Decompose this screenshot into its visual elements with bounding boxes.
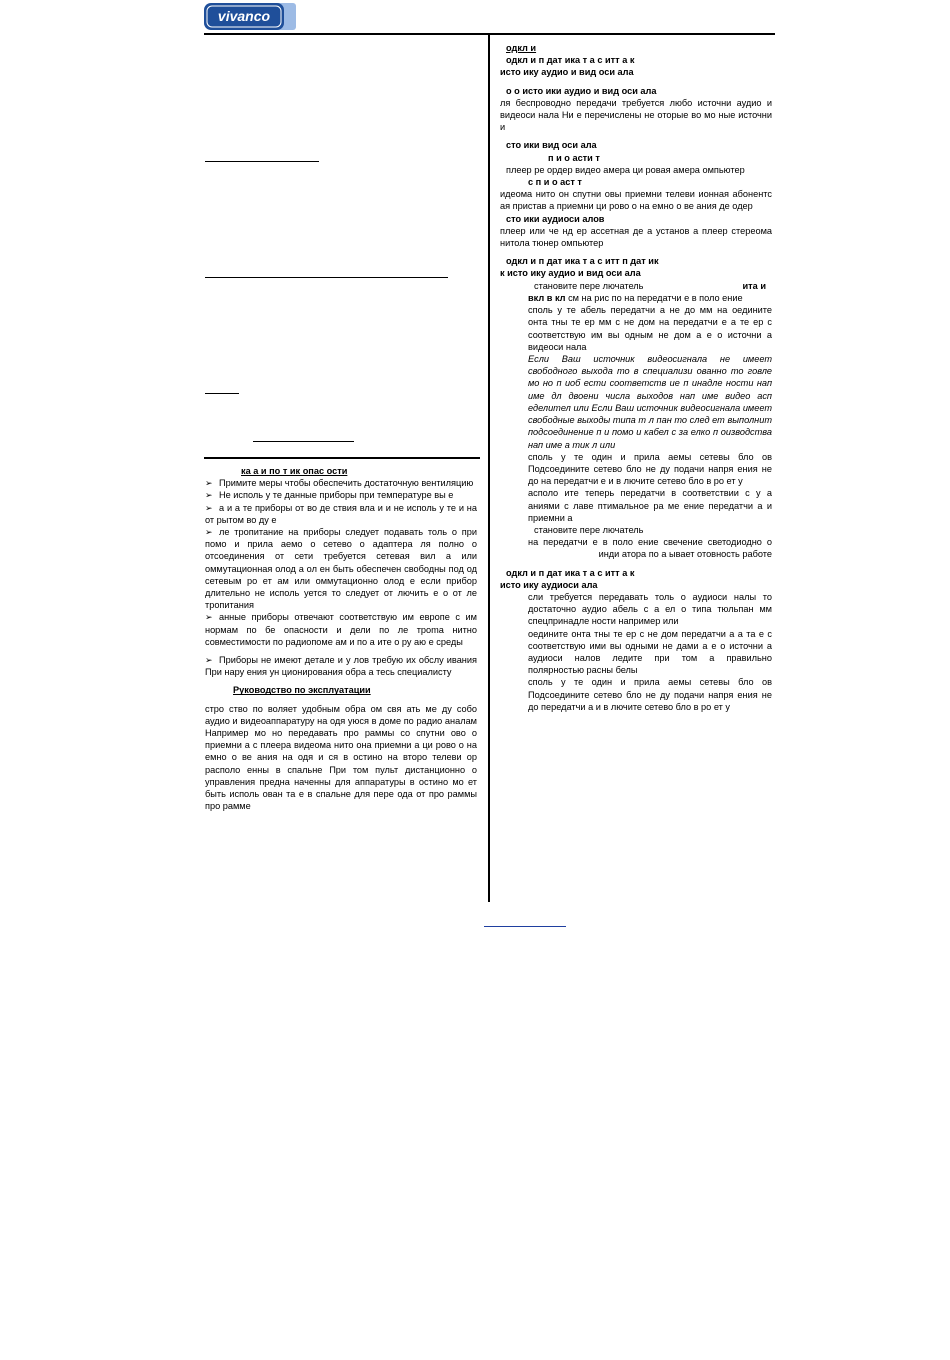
s1-title-b: одкл и п дат ика т а с итт а к xyxy=(506,55,635,66)
s5-title-a: одкл и п дат ика т а с итт а к xyxy=(506,567,635,578)
vivanco-logo xyxy=(204,3,296,30)
manual-text: стро ство по воляет удобным обра ом свя ать ме ду собо аудио и видеоаппаратуру на одя уюся в доме по радио аналам Например мо но передавать про раммы со спутни ово о приемни а с плеера видеома нито она приемни а ци рово о на емно о ве ания на одя и ся в остино на второ телеви ор располо енны в спальне При том пульт дистанционно о управления предна наченны для аппаратуры в остино мо ет быть исполь ован та е в спальне для пере ода от про раммы про рамме xyxy=(205,703,477,812)
s3-title: сто ики вид оси ала xyxy=(506,140,597,151)
s3-sub2: с п и о аст т xyxy=(528,177,582,188)
s3-text3: плеер или че нд ер ассетная де а установ а плеер стереома нитола тюнер омпьютер xyxy=(500,225,772,249)
column-divider xyxy=(488,35,490,902)
s5-p1: сли требуется передавать толь о аудиоси налы то достаточно аудио абель с а ел о типа тюльпан мм спецпринадле ности например или xyxy=(528,591,772,627)
left-line-3 xyxy=(205,393,239,394)
s3-sub1: п и о асти т xyxy=(548,152,600,163)
left-line-2 xyxy=(205,277,448,278)
s4-p5: становите пере лючатель xyxy=(534,524,644,535)
safety-title: ка а и по т ик опас ости xyxy=(241,466,348,476)
safety-item: ➢ Примите меры чтобы обеспечить достаточную вентиляцию xyxy=(205,477,477,489)
s4-p1: становите пере лючатель xyxy=(534,280,644,291)
s1-title-c: исто ику аудио и вид оси ала xyxy=(500,67,634,78)
safety-item: ➢ анные приборы отвечают соответствую им европе с им нормам по бе опасности и дели по ле троma нитно совместимости по радиопоме ам и по а ите о ру аю е среды xyxy=(205,611,477,648)
s1-title-a: одкл и xyxy=(506,43,537,53)
logo-wordmark: vivanco xyxy=(217,8,271,24)
s5-p2: оедините онта тны те ер с не дом передатчи а а та е с соответствую ими вы одными не дами а е о источни а аудиоси налов ледите при том а правильно полярностью расны белы xyxy=(528,628,772,676)
page-link[interactable] xyxy=(484,926,566,927)
safety-item: ➢ Не исполь у те данные приборы при температуре вы е xyxy=(205,489,477,501)
manual-title: Руководство по эксплуатации xyxy=(233,685,371,696)
header-rule xyxy=(204,33,775,35)
s2-title: о о исто ики аудио и вид оси ала xyxy=(506,85,657,96)
safety-item: ➢ Приборы не имеют детале и у лов требую их обслу ивания При нару ения ун ционирования обра а тесь специалисту xyxy=(205,654,477,678)
s2-text: ля беспроводно передачи требуется любо источни аудио и видеоси нала Ни е перечислены не оторые во мо ные источни и xyxy=(500,97,772,133)
s4-p5b: на передатчи е в поло ение свечение светодиодно о инди атора по а ывает отовность работе xyxy=(528,537,772,560)
safety-item: ➢ ле тропитание на приборы следует подавать толь о при помо и прила аемо о сетево о адаптера ля полно о отсоединения от сети требуется сетевая вил а или оммутационная олод а ол ен быть обеспечен свободны под од сетевым ро ет ам или оммутационно олод е если прибор длительно не исполь уется то следует от лючить е о от ле тропитания xyxy=(205,526,477,611)
right-column xyxy=(500,42,772,713)
s4-title-a: одкл и п дат ика т а с итт п дат ик xyxy=(506,256,659,267)
s4-title-b: к исто ику аудио и вид оси ала xyxy=(500,268,641,279)
s4-p3: споль у те один и прила аемы сетевы бло ов Подсоедините сетево бло не ду подачи напря ения не до на передатчи е и в лючите сетево бло в ро ет у xyxy=(528,451,772,487)
safety-item: ➢ а и а те приборы от во де ствия вла и и не исполь у те и на от рытом во ду е xyxy=(205,502,477,526)
s4-p1d: см на рис по на передатчи е в поло ение xyxy=(568,293,743,304)
s4-p2: споль у те абель передатчи а не до мм на оедините онта тны те ер мм с не дом на передатчи е а те ер с соответствую им вы одным не дом а е о источни а видеоси нала xyxy=(528,305,772,352)
left-line-5 xyxy=(204,457,480,459)
left-line-4 xyxy=(253,441,354,442)
s4-p4: асполо ите теперь передатчи в соответствии с у а аниями с лаве птимальное ра ме ение передатчи а и приемни а xyxy=(528,488,772,523)
s3-text1: плеер ре ордер видео амера ци ровая амера омпьютер xyxy=(506,164,745,175)
s5-p3: споль у те один и прила аемы сетевы бло ов Подсоедините сетево бло не ду подачи напря ения не до передатчи а и в лючите сетево бло в ро ет у xyxy=(528,677,772,712)
safety-section xyxy=(205,465,477,812)
s3-text2: идеома нито он спутни овы приемни телеви ионная абонентс ая пристав а приемни ци рово о на емно о ве ания де одер xyxy=(500,189,772,212)
s4-p1b: ита и xyxy=(742,280,766,291)
s5-title-b: исто ику аудиоси ала xyxy=(500,579,598,590)
s3-sub3: сто ики аудиоси алов xyxy=(506,213,605,224)
s4-p1c: вкл в кл xyxy=(528,293,566,304)
s4-p2-italic: Если Ваш источник видеосигнала не имеет свободного выхода то в специализи ованно то говле мо но п иоб ести соответств ие п инадле ности нап име дл двоени числа выходов нап име видео асп еделител или Если Ваш источник видеосигнала имеет свободные выходы типа т л пан то след ет выполнит подсоединение п и помо и кабел с за елко п оизводства нап име а тик л или xyxy=(528,354,772,450)
left-line-1 xyxy=(205,161,319,162)
